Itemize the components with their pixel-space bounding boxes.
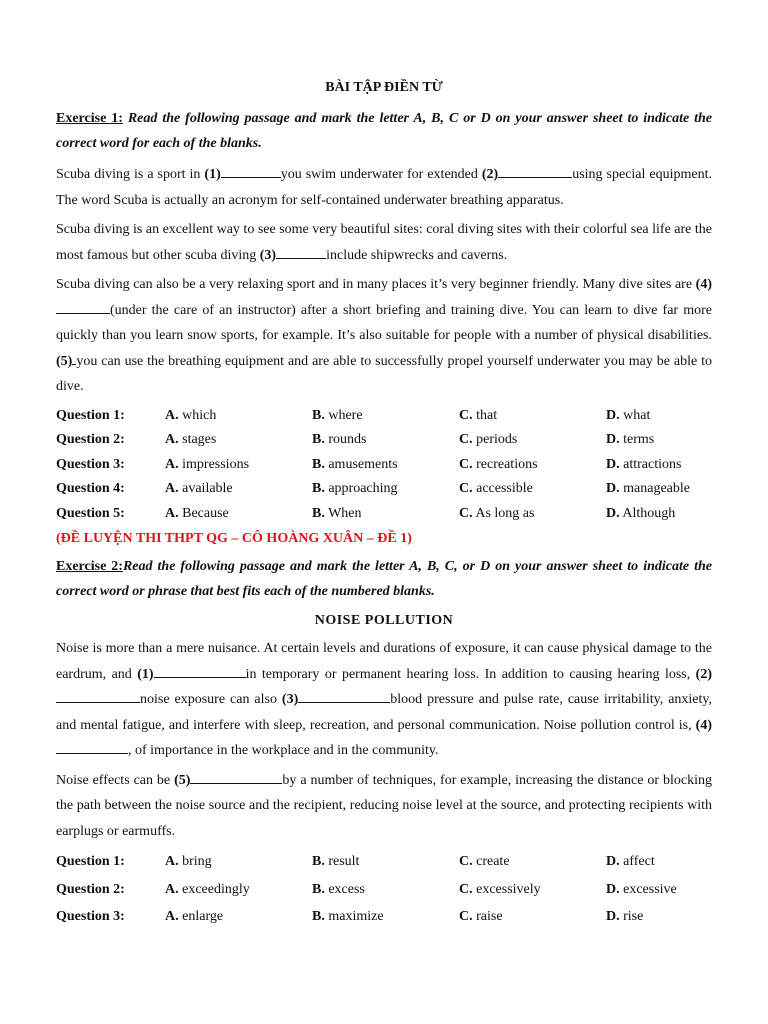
option-letter: D.	[606, 909, 620, 924]
option-text: rounds	[324, 432, 367, 447]
passage-text: Scuba diving is a sport in	[56, 167, 205, 182]
option-d	[606, 903, 712, 931]
option-c	[459, 404, 606, 429]
answer-blank	[56, 739, 128, 754]
option-letter: C.	[459, 456, 473, 472]
question-label: Question 4:	[56, 481, 125, 496]
option-text: that	[472, 407, 498, 423]
option-letter: A.	[165, 432, 179, 447]
passage-text: Noise is more than a mere nuisance. At certain levels and durations of exposure, it can cause physical damage to the eardrum, and	[56, 641, 712, 682]
question-row	[56, 848, 712, 876]
passage-text: blood pressure and pulse rate, cause irritability, anxiety, and mental fatigue, and interfere with sleep, recreation, and personal communication. Noise pollution control is,	[56, 692, 712, 733]
option-letter: D.	[606, 505, 620, 521]
option-letter: D.	[606, 456, 620, 472]
option-text: When	[324, 505, 362, 521]
exercise-1-instruction-text: Read the following passage and mark the letter A, B, C or D on your answer sheet to indicate the correct word for each of the blanks.	[56, 111, 712, 151]
answer-blank	[190, 769, 282, 784]
option-text: affect	[619, 854, 655, 869]
option-letter: B.	[312, 407, 325, 423]
option-b	[312, 428, 459, 453]
option-text: accessible	[472, 481, 533, 496]
option-letter: B.	[312, 854, 325, 869]
passage-text: noise exposure can also	[140, 692, 282, 707]
option-c	[459, 502, 606, 527]
passage-text: Noise effects can be	[56, 772, 175, 788]
blank-number: (2)	[481, 167, 499, 182]
passage-text: (under the care of an instructor) after a short briefing and training dive. You can learn to dive far more quickly than you learn snow sports, for example. It’s also suitable for people with a number of physical disabilities.	[56, 302, 712, 343]
option-d	[606, 453, 712, 478]
option-letter: A.	[165, 909, 179, 924]
blank-number: (4)	[695, 717, 712, 733]
option-letter: B.	[312, 432, 325, 447]
question-label: Question 5:	[56, 505, 125, 521]
option-c	[459, 848, 606, 876]
option-text: amusements	[324, 456, 398, 472]
passage-text: , of importance in the workplace and in the community.	[128, 743, 439, 758]
option-a	[165, 502, 312, 527]
passage-text: you swim underwater for extended	[280, 167, 482, 182]
option-text: stages	[178, 432, 217, 447]
option-text: create	[472, 854, 510, 869]
option-text: excessive	[619, 881, 677, 897]
option-b	[312, 502, 459, 527]
question-row	[56, 428, 712, 453]
option-text: periods	[472, 432, 518, 447]
option-letter: B.	[312, 505, 325, 521]
blank-number: (1)	[137, 666, 154, 682]
option-text: bring	[178, 854, 212, 869]
option-b	[312, 404, 459, 429]
question-label: Question 3:	[56, 456, 125, 472]
option-text: excess	[324, 881, 365, 897]
question-row	[56, 404, 712, 429]
option-a	[165, 477, 312, 502]
answer-blank	[56, 299, 110, 314]
option-text: attractions	[619, 456, 682, 472]
answer-blank	[298, 688, 390, 703]
option-b	[312, 453, 459, 478]
passage-text: by a number of techniques, for example, increasing the distance or blocking the path between the noise source and the recipient, reducing noise level at the source, and protecting recipients with earplugs or earmuffs.	[56, 772, 712, 839]
option-c	[459, 477, 606, 502]
option-letter: C.	[459, 481, 473, 496]
option-a	[165, 404, 312, 429]
blank-number: (1)	[204, 167, 221, 182]
option-text: result	[324, 854, 360, 869]
option-a	[165, 453, 312, 478]
exercise-1-label: Exercise 1:	[56, 111, 123, 126]
passage-text: include shipwrecks and caverns.	[326, 247, 508, 263]
document-title: BÀI TẬP ĐIỀN TỪ	[325, 80, 443, 95]
blank-number: (2)	[695, 666, 712, 682]
option-text: available	[178, 481, 233, 496]
option-text: excessively	[472, 881, 541, 897]
option-c	[459, 903, 606, 931]
option-b	[312, 876, 459, 904]
option-text: exceedingly	[178, 881, 250, 897]
option-a	[165, 848, 312, 876]
exercise-2-label: Exercise 2:	[56, 559, 123, 574]
option-d	[606, 502, 712, 527]
option-text: raise	[472, 909, 503, 924]
answer-blank	[498, 163, 572, 178]
option-b	[312, 477, 459, 502]
exercise-1-questions	[56, 404, 712, 527]
exercise-2-instruction	[56, 554, 712, 604]
option-b	[312, 848, 459, 876]
option-letter: D.	[606, 481, 620, 496]
option-text: impressions	[178, 456, 250, 472]
option-letter: C.	[459, 854, 473, 869]
question-label: Question 3:	[56, 909, 125, 924]
passage-text: you can use the breathing equipment and are able to successfully propel yourself underwater you may be able to dive.	[56, 353, 712, 394]
option-text: approaching	[324, 481, 398, 496]
option-letter: C.	[459, 432, 473, 447]
option-text: rise	[619, 909, 644, 924]
exercise-2-paragraph-1	[56, 636, 712, 764]
exercise-1-paragraph-1	[56, 162, 712, 213]
option-text: recreations	[472, 456, 538, 472]
option-letter: D.	[606, 881, 620, 897]
option-letter: B.	[312, 481, 325, 496]
option-letter: A.	[165, 881, 179, 897]
option-a	[165, 876, 312, 904]
option-letter: C.	[459, 407, 473, 423]
option-text: where	[324, 407, 363, 423]
option-text: which	[178, 407, 217, 423]
exercise-1-paragraph-2	[56, 217, 712, 268]
option-d	[606, 404, 712, 429]
answer-blank	[56, 688, 140, 703]
option-b	[312, 903, 459, 931]
option-d	[606, 477, 712, 502]
exercise-2-questions	[56, 848, 712, 931]
option-letter: D.	[606, 407, 620, 423]
answer-blank	[154, 663, 246, 678]
passage-text: using special equipment. The word Scuba is actually an acronym for self-contained underwater breathing apparatus.	[56, 167, 712, 208]
option-a	[165, 903, 312, 931]
option-letter: A.	[165, 505, 179, 521]
question-row	[56, 903, 712, 931]
option-text: Because	[178, 505, 229, 521]
option-letter: D.	[606, 854, 620, 869]
option-d	[606, 876, 712, 904]
option-letter: A.	[165, 481, 179, 496]
option-letter: B.	[312, 881, 325, 897]
document-page	[56, 78, 712, 933]
blank-number: (3)	[281, 692, 299, 707]
passage-text: Scuba diving is an excellent way to see some very beautiful sites: coral diving sites with their colorful sea life are the most famous but other scuba diving	[56, 222, 712, 263]
option-letter: C.	[459, 881, 473, 897]
option-letter: A.	[165, 456, 179, 472]
exercise-2-instruction-text: Read the following passage and mark the letter A, B, C, or D on your answer sheet to indicate the correct word or phrase that best fits each of the numbered blanks.	[56, 559, 712, 599]
question-row	[56, 453, 712, 478]
option-c	[459, 876, 606, 904]
option-text: enlarge	[178, 909, 224, 924]
option-letter: B.	[312, 909, 325, 924]
exercise-1-paragraph-3	[56, 272, 712, 400]
option-text: As long as	[472, 505, 535, 521]
option-text: manageable	[619, 481, 690, 496]
answer-blank	[221, 163, 281, 178]
option-d	[606, 428, 712, 453]
option-a	[165, 428, 312, 453]
question-row	[56, 502, 712, 527]
option-c	[459, 453, 606, 478]
question-label: Question 1:	[56, 407, 125, 423]
question-label: Question 2:	[56, 881, 125, 897]
option-letter: A.	[165, 854, 179, 869]
option-d	[606, 848, 712, 876]
exercise-1-instruction	[56, 106, 712, 156]
option-letter: C.	[459, 505, 473, 521]
option-text: maximize	[324, 909, 384, 924]
option-letter: B.	[312, 456, 325, 472]
answer-blank	[276, 244, 326, 259]
option-letter: D.	[606, 432, 620, 447]
option-c	[459, 428, 606, 453]
blank-number: (5)	[56, 353, 73, 369]
option-letter: C.	[459, 909, 473, 924]
question-label: Question 1:	[56, 854, 125, 869]
passage-text: Scuba diving can also be a very relaxing sport and in many places it’s very beginner friendly. Many dive sites are	[56, 277, 696, 292]
question-row	[56, 876, 712, 904]
blank-number: (3)	[259, 247, 277, 263]
passage-subtitle: NOISE POLLUTION	[314, 613, 454, 628]
blank-number: (4)	[695, 277, 712, 292]
question-row	[56, 477, 712, 502]
blank-number: (5)	[174, 772, 191, 788]
source-note: (ĐỀ LUYỆN THI THPT QG – CÔ HOÀNG XUÂN – ĐỀ 1)	[56, 531, 412, 546]
passage-text: in temporary or permanent hearing loss. In addition to causing hearing loss,	[245, 666, 696, 682]
question-label: Question 2:	[56, 432, 125, 447]
exercise-2-paragraph-2	[56, 768, 712, 845]
option-text: terms	[619, 432, 655, 447]
option-text: what	[619, 407, 651, 423]
option-text: Although	[619, 505, 676, 521]
option-letter: A.	[165, 407, 179, 423]
